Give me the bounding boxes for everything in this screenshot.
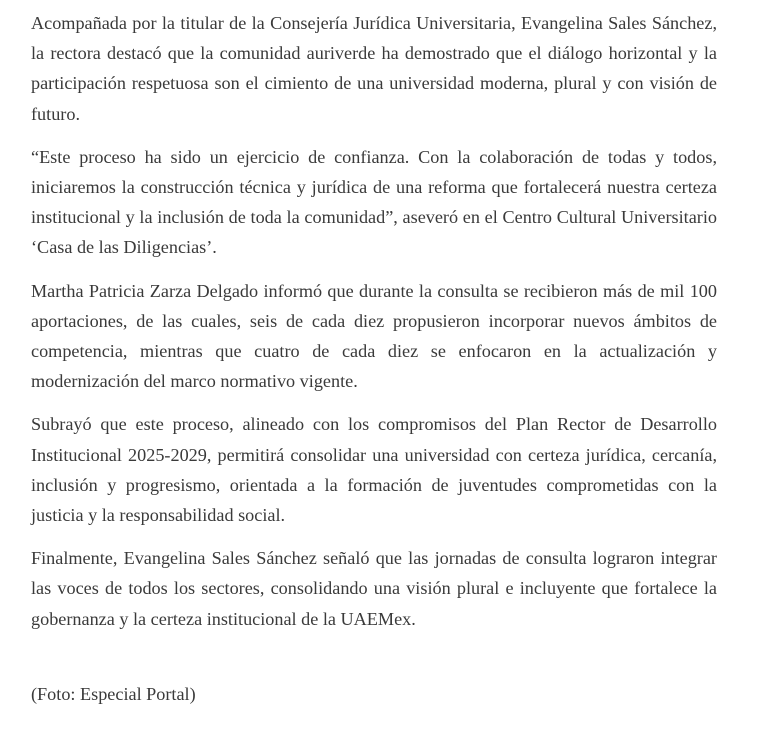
paragraph-5: Finalmente, Evangelina Sales Sánchez señaló que las jornadas de consulta lograron integrar las voces de todos los sectores, consolidando una visión plural e incluyente que fortalece la gobernanza y la certeza institucional de la UAEMex. bbox=[31, 548, 717, 629]
paragraph-1: Acompañada por la titular de la Consejería Jurídica Universitaria, Evangelina Sales Sánchez, la rectora destacó que la comunidad auriverde ha demostrado que el diálogo horizontal y la participación respetuosa son el cimiento de una universidad moderna, plural y con visión de futuro. bbox=[31, 13, 717, 124]
paragraph-2: “Este proceso ha sido un ejercicio de confianza. Con la colaboración de todas y todos, iniciaremos la construcción técnica y jurídica de una reforma que fortalecerá nuestra certeza institucional y la inclusión de toda la comunidad”, aseveró en el Centro Cultural Universitario ‘Casa de las Diligencias’. bbox=[31, 146, 717, 258]
paragraph-4: Subrayó que este proceso, alineado con los compromisos del Plan Rector de Desarrollo Institucional 2025-2029, permitirá consolidar una universidad con certeza jurídica, cercanía, inclusión y progresismo, orientada a la formación de juventudes comprometidas con la justicia y la responsabilidad social. bbox=[31, 414, 717, 526]
paragraph-3: Martha Patricia Zarza Delgado informó que durante la consulta se recibieron más de mil 100 aportaciones, de las cuales, seis de cada diez propusieron incorporar nuevos ámbitos de competencia, mientras que cuatro de cada diez se enfocaron en la actualización y modernización del marco normativo vigente. bbox=[31, 280, 717, 392]
article-body bbox=[31, 8, 717, 647]
photo-credit: (Foto: Especial Portal) bbox=[31, 684, 196, 704]
